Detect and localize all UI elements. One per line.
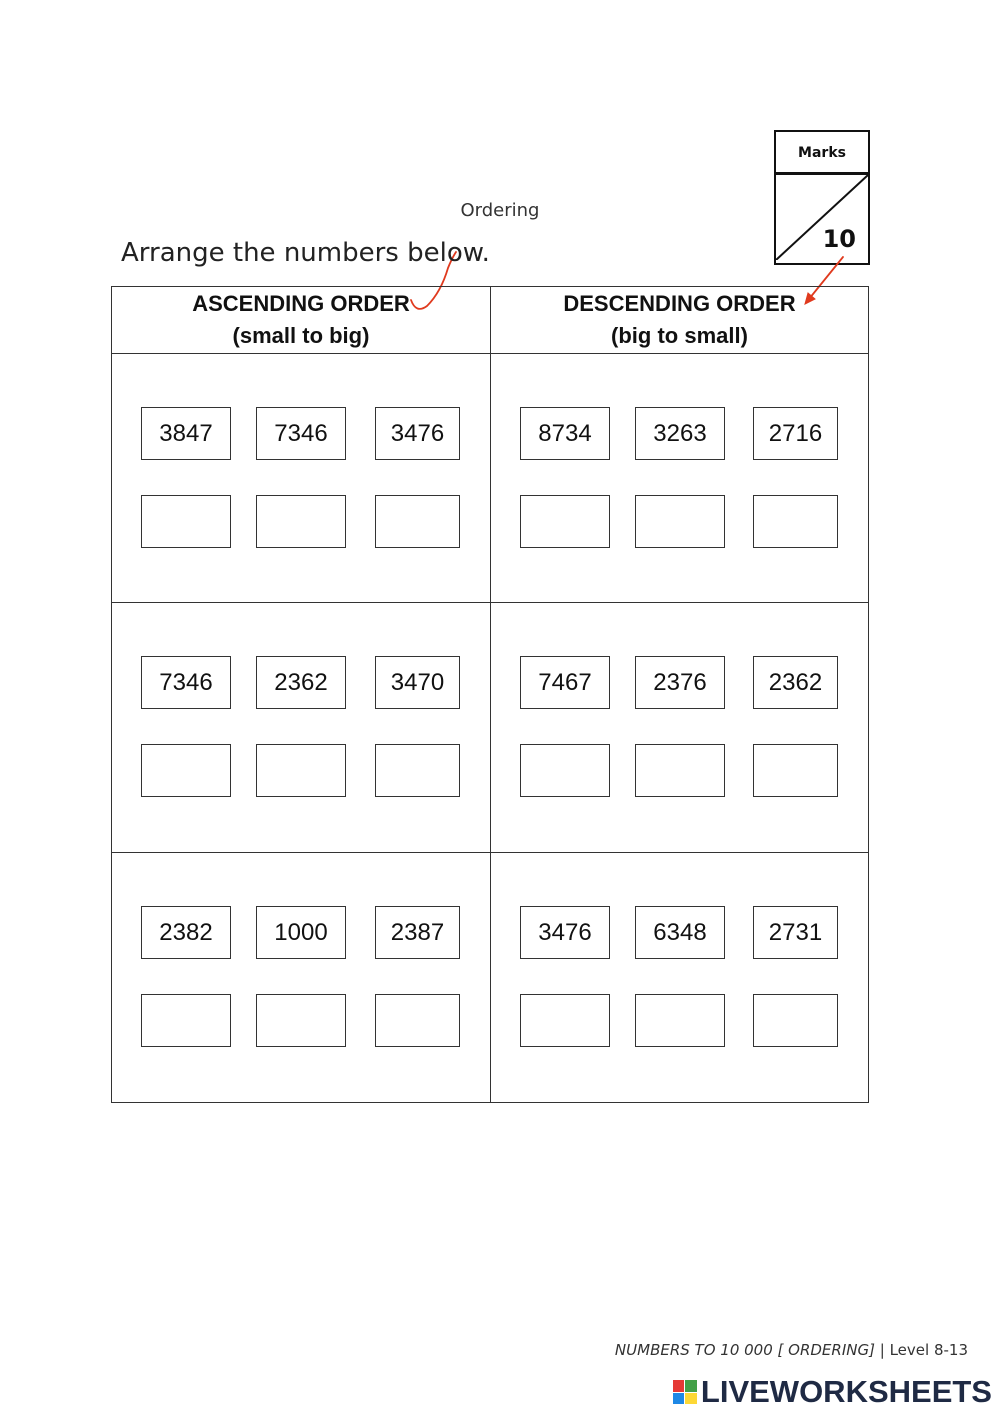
given-number: 3470: [375, 656, 460, 709]
marks-total: 10: [822, 225, 856, 253]
given-number: 2731: [753, 906, 838, 959]
answer-box[interactable]: [256, 994, 346, 1047]
answer-box[interactable]: [520, 495, 610, 548]
ascending-subtitle: (small to big): [232, 323, 370, 348]
answer-box[interactable]: [141, 744, 231, 797]
instruction-text: Arrange the numbers below.: [121, 238, 490, 268]
given-number: 7346: [256, 407, 346, 460]
row-divider: [112, 602, 868, 603]
given-number: 2716: [753, 407, 838, 460]
answer-box[interactable]: [635, 994, 725, 1047]
given-number: 2382: [141, 906, 231, 959]
given-number: 2387: [375, 906, 460, 959]
given-number: 1000: [256, 906, 346, 959]
answer-box[interactable]: [375, 495, 460, 548]
answer-box[interactable]: [375, 994, 460, 1047]
answer-box[interactable]: [635, 744, 725, 797]
row-divider: [112, 852, 868, 853]
answer-box[interactable]: [520, 994, 610, 1047]
teacher-annotation: [0, 0, 1000, 320]
descending-title: DESCENDING ORDER: [563, 291, 796, 316]
ascending-title: ASCENDING ORDER: [192, 291, 410, 316]
footer-separator: |: [879, 1341, 885, 1359]
given-number: 3476: [375, 407, 460, 460]
answer-box[interactable]: [753, 495, 838, 548]
liveworksheets-logo-icon: [673, 1380, 697, 1404]
answer-box[interactable]: [520, 744, 610, 797]
ascending-header: [112, 287, 490, 353]
footer-level: Level 8-13: [889, 1341, 968, 1359]
worksheet-topic: Ordering: [460, 200, 540, 221]
logo-square: [685, 1380, 697, 1392]
header-divider: [112, 353, 868, 354]
answer-box[interactable]: [256, 495, 346, 548]
answer-box[interactable]: [753, 994, 838, 1047]
given-number: 8734: [520, 407, 610, 460]
answer-box[interactable]: [141, 495, 231, 548]
descending-subtitle: (big to small): [611, 323, 748, 348]
answer-box[interactable]: [256, 744, 346, 797]
given-number: 3263: [635, 407, 725, 460]
given-number: 6348: [635, 906, 725, 959]
given-number: 7346: [141, 656, 231, 709]
answer-box[interactable]: [753, 744, 838, 797]
footer-title: NUMBERS TO 10 000 [ ORDERING]: [614, 1341, 875, 1359]
given-number: 2376: [635, 656, 725, 709]
descending-header: [491, 287, 868, 353]
page-footer: [615, 1341, 968, 1359]
logo-square: [673, 1393, 685, 1405]
brand-name: LIVEWORKSHEETS: [700, 1374, 992, 1409]
given-number: 2362: [256, 656, 346, 709]
answer-box[interactable]: [375, 744, 460, 797]
answer-box[interactable]: [141, 994, 231, 1047]
logo-square: [673, 1380, 685, 1392]
column-divider: [490, 287, 491, 1102]
given-number: 3847: [141, 407, 231, 460]
logo-square: [685, 1393, 697, 1405]
answer-box[interactable]: [635, 495, 725, 548]
ordering-table: [111, 286, 869, 1103]
marks-label: Marks: [774, 130, 870, 174]
given-number: 7467: [520, 656, 610, 709]
given-number: 2362: [753, 656, 838, 709]
given-number: 3476: [520, 906, 610, 959]
liveworksheets-brand: [673, 1374, 992, 1410]
